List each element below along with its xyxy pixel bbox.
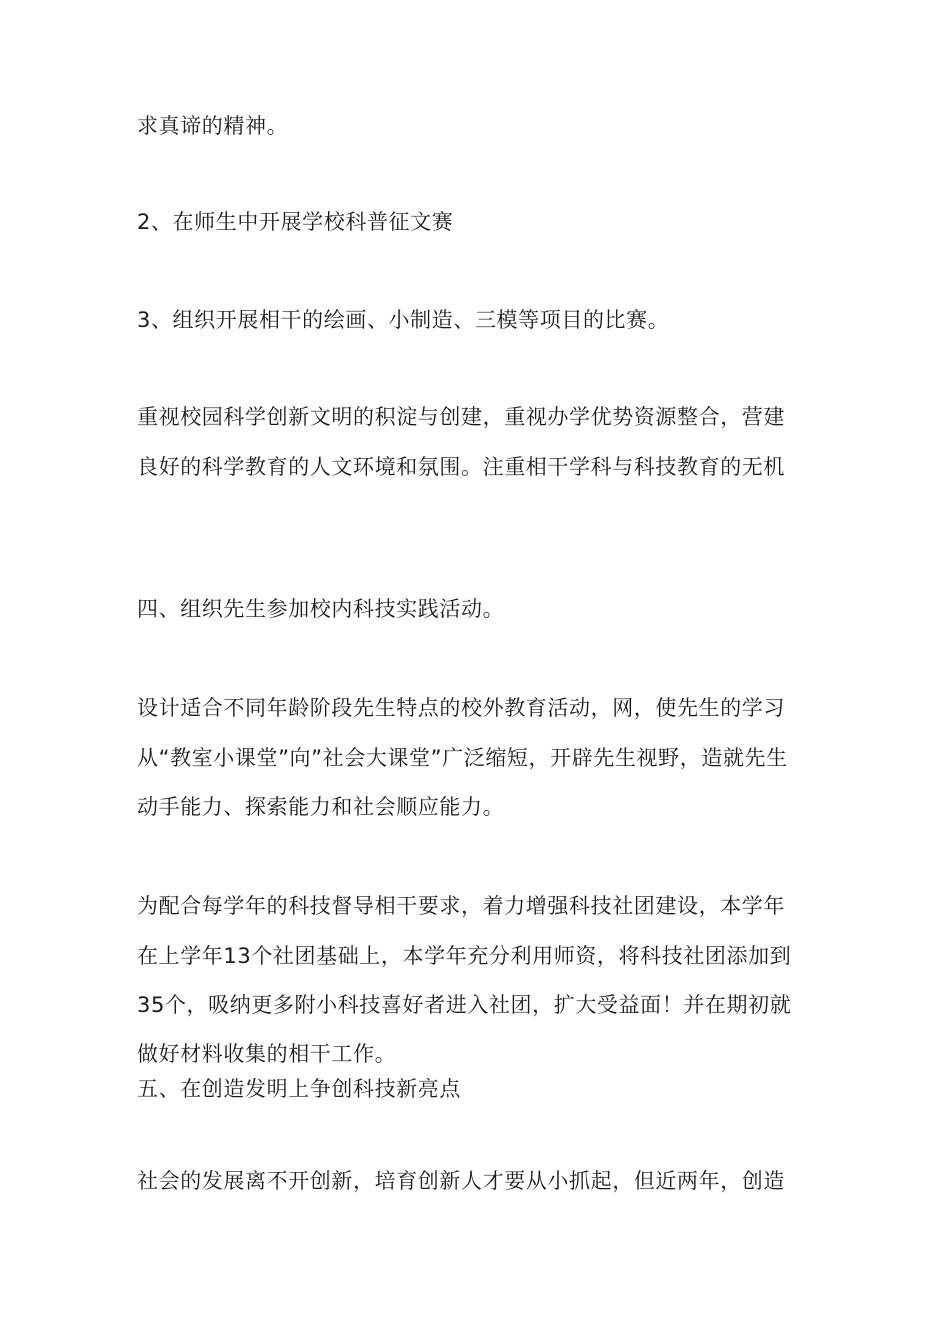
- section-heading-5: 五、在创造发明上争创科技新亮点: [137, 1077, 461, 1101]
- text-line: 社会的发展离不开创新，培育创新人才要从小抓起，但近两年，创造: [137, 1169, 785, 1193]
- text-line: 重视校园科学创新文明的积淀与创建，重视办学优势资源整合，营建: [137, 405, 785, 429]
- text-line: 求真谛的精神。: [137, 114, 289, 138]
- text-line: 做好材料收集的相干工作。: [137, 1042, 397, 1066]
- section-heading-4: 四、组织先生参加校内科技实践活动。: [137, 597, 505, 621]
- text-line: 动手能力、探索能力和社会顺应能力。: [137, 795, 505, 819]
- text-line: 从“教室小课堂”向”社会大课堂”广泛缩短，开辟先生视野，造就先生: [137, 746, 788, 770]
- text-line: 在上学年13个社团基础上，本学年充分利用师资，将科技社团添加到: [137, 944, 792, 968]
- text-line: 35个，吸纳更多附小科技喜好者进入社团，扩大受益面！并在期初就: [137, 993, 792, 1017]
- list-item-2: 2、在师生中开展学校科普征文赛: [137, 210, 454, 234]
- text-line: 设计适合不同年龄阶段先生特点的校外教育活动，网，使先生的学习: [137, 696, 785, 720]
- text-line: 良好的科学教育的人文环境和氛围。注重相干学科与科技教育的无机: [137, 455, 785, 479]
- list-item-3: 3、组织开展相干的绘画、小制造、三模等项目的比赛。: [137, 308, 670, 332]
- text-line: 为配合每学年的科技督导相干要求，着力增强科技社团建设，本学年: [137, 894, 785, 918]
